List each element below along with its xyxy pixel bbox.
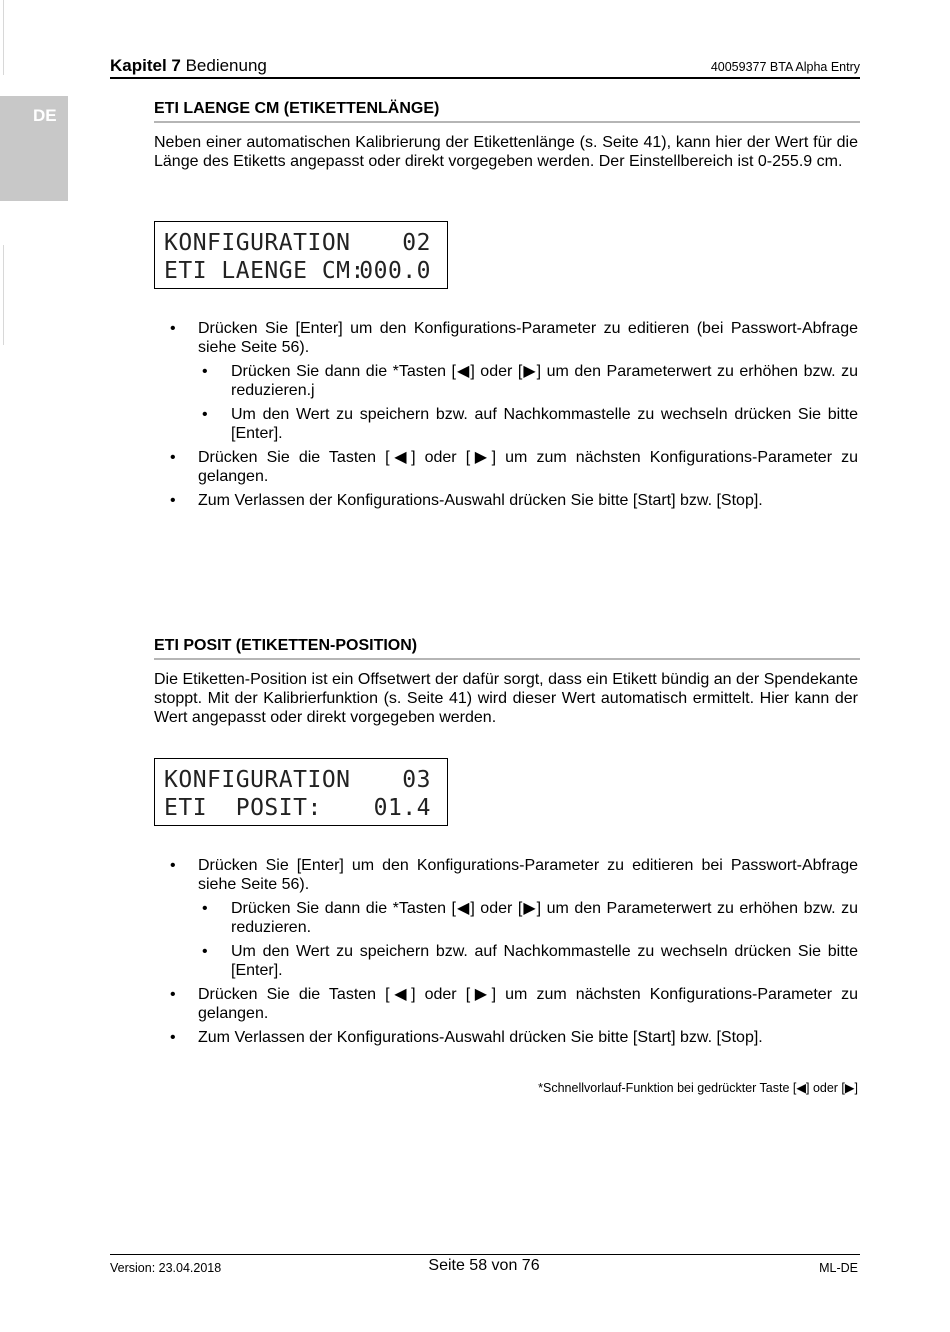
bullet-icon: • [202, 943, 208, 960]
lcd-line-2 [164, 258, 431, 284]
section-title-eti-laenge: ETI LAENGE CM (ETIKETTENLÄNGE) [154, 100, 860, 123]
footer-page-number: Seite 58 von 76 [428, 1257, 540, 1274]
list-item [154, 362, 858, 400]
list-item [154, 491, 858, 510]
section-intro-eti-laenge: Neben einer automatischen Kalibrierung der Etikettenlänge (s. Seite 41), kann hier der Wert für die Länge des Etiketts angepasst oder direkt vorgegeben werden. Der Einstellbereich ist 0-255.9 cm. [154, 134, 858, 170]
footnote: *Schnellvorlauf-Funktion bei gedrückter Taste [◀] oder [▶] [538, 1081, 858, 1095]
footer-code: ML-DE [819, 1261, 858, 1275]
list-item [154, 319, 858, 357]
bullet-icon: • [170, 857, 176, 874]
instruction-list-eti-posit [154, 856, 858, 1052]
bullet-icon: • [170, 492, 176, 509]
instruction-list-eti-laenge [154, 319, 858, 515]
lcd-line-1 [164, 767, 431, 793]
bullet-icon: • [202, 363, 208, 380]
list-item [154, 405, 858, 443]
lcd-parameter-value: 01.4 [373, 795, 431, 821]
bullet-icon: • [170, 449, 176, 466]
list-item-text: Zum Verlassen der Konfigurations-Auswahl drücken Sie bitte [Start] bzw. [Stop]. [198, 492, 763, 509]
list-item [154, 899, 858, 937]
list-item-text: Drücken Sie dann die *Tasten [◀] oder [▶] um den Parameterwert zu erhöhen bzw. zu reduzieren. [231, 900, 858, 936]
bullet-icon: • [202, 406, 208, 423]
list-item-text: Drücken Sie [Enter] um den Konfigurations-Parameter zu editieren (bei Passwort-Abfrage siehe Seite 56). [198, 320, 858, 356]
list-item-text: Um den Wert zu speichern bzw. auf Nachkommastelle zu wechseln drücken Sie bitte [Enter]. [231, 943, 858, 979]
bullet-icon: • [202, 900, 208, 917]
lcd-display-eti-posit [154, 758, 448, 826]
margin-rule [3, 0, 4, 75]
document-id: 40059377 BTA Alpha Entry [710, 60, 860, 74]
list-item [154, 942, 858, 980]
margin-rule [3, 245, 4, 345]
bullet-icon: • [170, 1029, 176, 1046]
lcd-line-1 [164, 230, 431, 256]
list-item [154, 985, 858, 1023]
lcd-parameter-label: ETI POSIT: [164, 795, 322, 821]
section-title-eti-posit: ETI POSIT (ETIKETTEN-POSITION) [154, 637, 860, 660]
lcd-parameter-value: 000.0 [359, 258, 431, 284]
lcd-menu-number: 02 [402, 230, 431, 256]
list-item [154, 856, 858, 894]
language-tab-label: DE [33, 106, 57, 125]
lcd-menu-label: KONFIGURATION [164, 767, 351, 793]
footer-divider [110, 1254, 860, 1255]
chapter-name: Bedienung [180, 56, 267, 75]
list-item-text: Um den Wert zu speichern bzw. auf Nachkommastelle zu wechseln drücken Sie bitte [Enter]. [231, 406, 858, 442]
bullet-icon: • [170, 320, 176, 337]
list-item [154, 1028, 858, 1047]
list-item-text: Drücken Sie dann die *Tasten [◀] oder [▶] um den Parameterwert zu erhöhen bzw. zu reduzieren.j [231, 363, 858, 399]
list-item-text: Zum Verlassen der Konfigurations-Auswahl drücken Sie bitte [Start] bzw. [Stop]. [198, 1029, 763, 1046]
lcd-parameter-label: ETI LAENGE CM: [164, 258, 365, 284]
chapter-number: Kapitel 7 [110, 56, 181, 75]
header-divider [110, 77, 860, 79]
section-intro-eti-posit: Die Etiketten-Position ist ein Offsetwert der dafür sorgt, dass ein Etikett bündig an der Spendekante stoppt. Mit der Kalibrierfunktion (s. Seite 41) wird dieser Wert automatisch ermittelt. Hier kann der Wert angepasst oder direkt vorgegeben werden. [154, 671, 858, 726]
lcd-line-2 [164, 795, 431, 821]
lcd-menu-number: 03 [402, 767, 431, 793]
lcd-menu-label: KONFIGURATION [164, 230, 351, 256]
list-item [154, 448, 858, 486]
chapter-title [110, 56, 267, 76]
list-item-text: Drücken Sie [Enter] um den Konfigurations-Parameter zu editieren bei Passwort-Abfrage siehe Seite 56). [198, 857, 858, 893]
footer-version: Version: 23.04.2018 [110, 1261, 222, 1275]
language-tab [0, 96, 68, 201]
bullet-icon: • [170, 986, 176, 1003]
page-header [110, 56, 860, 78]
lcd-display-eti-laenge [154, 221, 448, 289]
list-item-text: Drücken Sie die Tasten [◀] oder [▶] um zum nächsten Konfigurations-Parameter zu gelangen. [198, 986, 858, 1022]
list-item-text: Drücken Sie die Tasten [◀] oder [▶] um zum nächsten Konfigurations-Parameter zu gelangen. [198, 449, 858, 485]
